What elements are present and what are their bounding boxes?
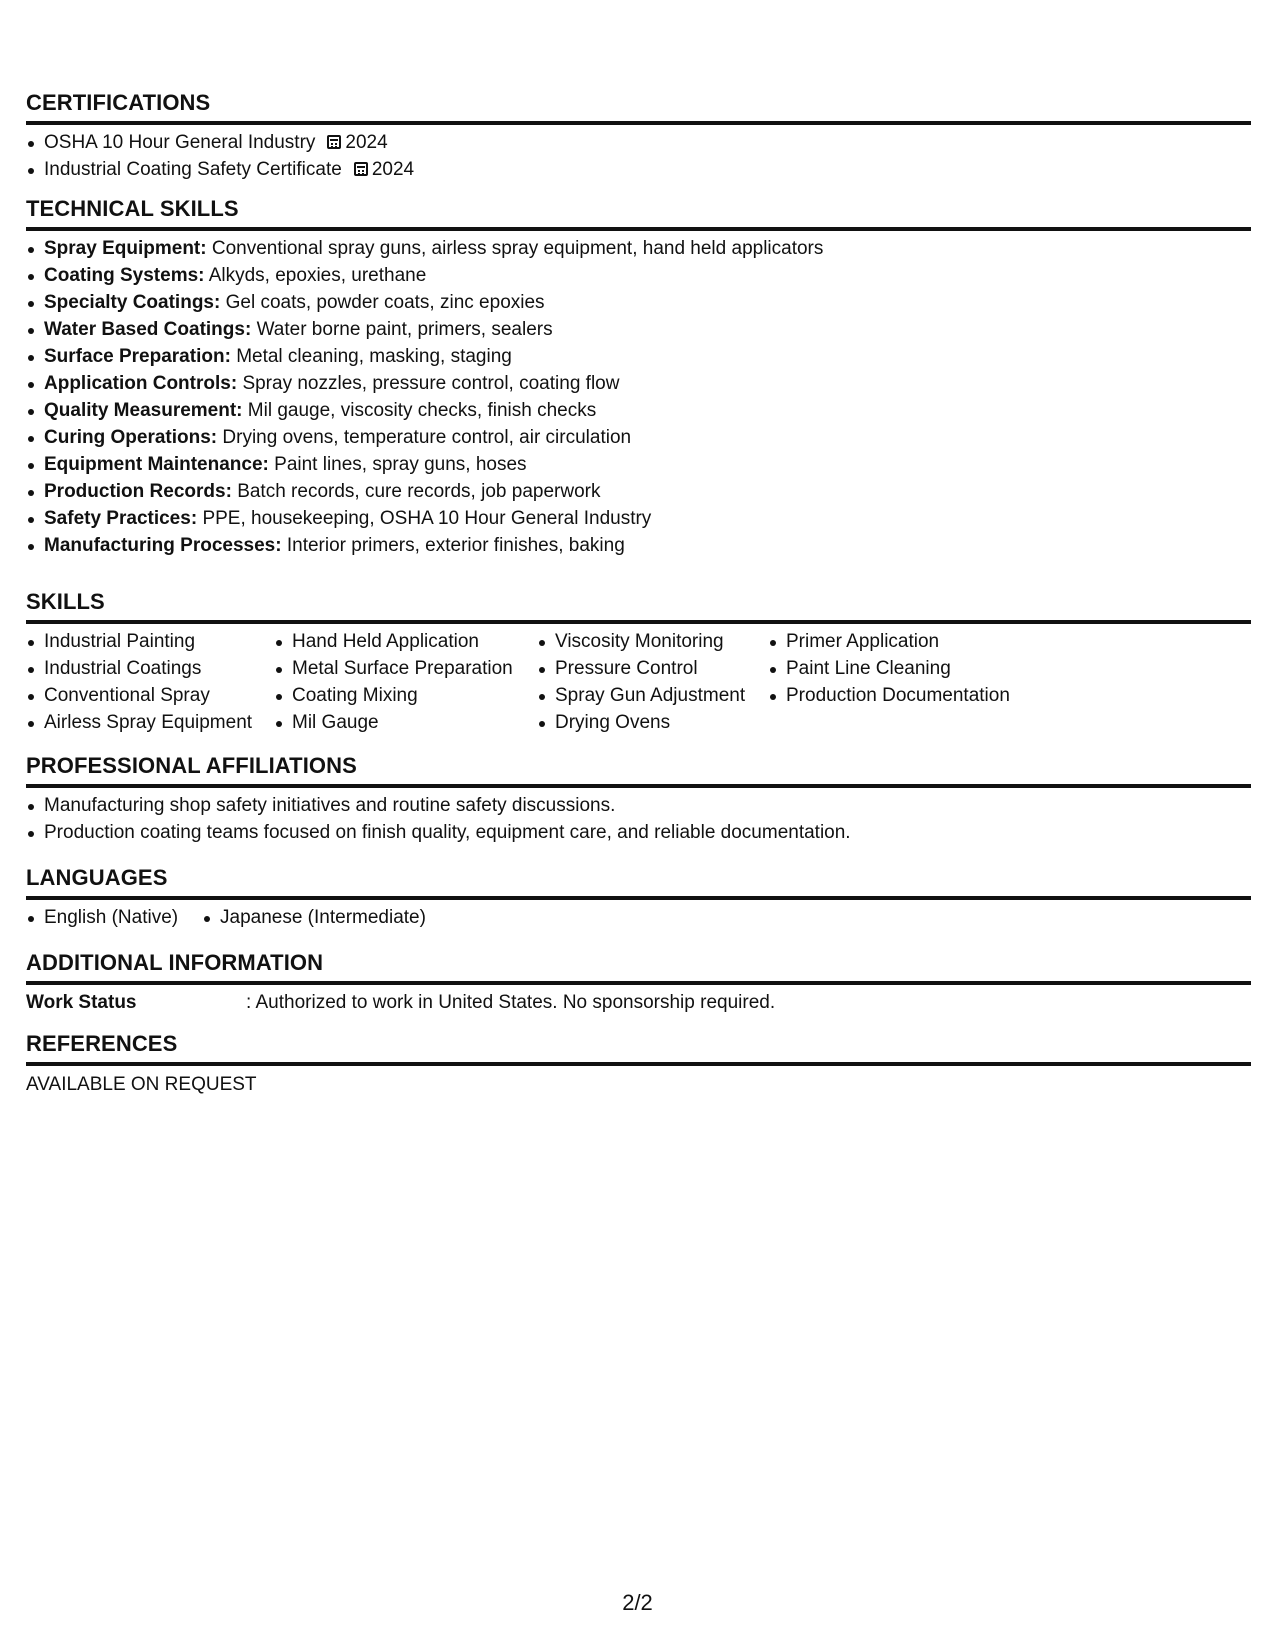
skills-columns (26, 628, 1251, 736)
list-item (26, 262, 1251, 289)
language-item: Japanese (Intermediate) (202, 904, 426, 931)
skills-column-1 (26, 628, 274, 736)
list-item (26, 316, 1251, 343)
skill-label: Curing Operations: (44, 427, 218, 448)
certification-year: 2024 (371, 159, 415, 180)
page-number: 2/2 (622, 1590, 653, 1615)
skill-label: Safety Practices: (44, 508, 198, 529)
languages-section (26, 865, 1251, 931)
skill-label: Application Controls: (44, 373, 238, 394)
list-item (26, 289, 1251, 316)
skill-text: Batch records, cure records, job paperwork (237, 481, 601, 502)
skill-text: PPE, housekeeping, OSHA 10 Hour General Industry (202, 508, 652, 529)
certification-year: 2024 (345, 132, 388, 153)
languages-column-1 (26, 904, 202, 931)
technical-skills-section (26, 196, 1251, 559)
technical-skills-list (26, 235, 1251, 559)
skill-text: Drying ovens, temperature control, air circulation (222, 427, 632, 448)
skill-text: Interior primers, exterior finishes, baking (286, 535, 625, 556)
section-heading: LANGUAGES (26, 865, 1251, 900)
skill-text: Alkyds, epoxies, urethane (208, 265, 427, 286)
skill-label: Quality Measurement: (44, 400, 243, 421)
list-item: Manufacturing shop safety initiatives and routine safety discussions. (26, 792, 1251, 819)
list-item: Production coating teams focused on finish quality, equipment care, and reliable documentation. (26, 819, 1251, 846)
skill-label: Specialty Coatings: (44, 292, 221, 313)
skills-column-4 (768, 628, 1028, 736)
affiliations-list (26, 792, 1251, 846)
list-item: Coating Mixing (274, 682, 537, 709)
list-item (26, 532, 1251, 559)
certification-name: OSHA 10 Hour General Industry (44, 132, 316, 153)
language-item: English (Native) (26, 904, 202, 931)
list-item (26, 156, 1251, 183)
list-item: Conventional Spray (26, 682, 274, 709)
list-item (26, 370, 1251, 397)
certification-name: Industrial Coating Safety Certificate (44, 159, 342, 180)
skill-text: Paint lines, spray guns, hoses (274, 454, 527, 475)
references-section (26, 1031, 1251, 1098)
skill-label: Spray Equipment: (44, 238, 207, 259)
list-item: Paint Line Cleaning (768, 655, 1028, 682)
list-item (26, 424, 1251, 451)
affiliations-section (26, 753, 1251, 846)
list-item (26, 235, 1251, 262)
skill-label: Manufacturing Processes: (44, 535, 282, 556)
list-item: Production Documentation (768, 682, 1028, 709)
skill-label: Production Records: (44, 481, 232, 502)
skill-label: Coating Systems: (44, 265, 205, 286)
skill-text: Conventional spray guns, airless spray equipment, hand held applicators (211, 238, 824, 259)
skill-text: Metal cleaning, masking, staging (236, 346, 512, 367)
certifications-list (26, 129, 1251, 183)
list-item: Airless Spray Equipment (26, 709, 274, 736)
languages-list (26, 904, 1251, 931)
section-heading: REFERENCES (26, 1031, 1251, 1066)
list-item: Primer Application (768, 628, 1028, 655)
section-heading: ADDITIONAL INFORMATION (26, 950, 1251, 985)
list-item: Spray Gun Adjustment (537, 682, 768, 709)
list-item (26, 451, 1251, 478)
languages-column-2 (202, 904, 426, 931)
list-item: Industrial Painting (26, 628, 274, 655)
list-item (26, 343, 1251, 370)
work-status-label: Work Status (26, 992, 137, 1013)
section-heading: TECHNICAL SKILLS (26, 196, 1251, 231)
skill-text: Mil gauge, viscosity checks, finish checks (247, 400, 597, 421)
calendar-icon (327, 135, 341, 149)
skill-text: Gel coats, powder coats, zinc epoxies (225, 292, 545, 313)
skills-column-3 (537, 628, 768, 736)
skills-section (26, 589, 1251, 736)
list-item: Viscosity Monitoring (537, 628, 768, 655)
list-item: Drying Ovens (537, 709, 768, 736)
work-status-value: : Authorized to work in United States. No sponsorship required. (246, 992, 776, 1013)
section-heading: PROFESSIONAL AFFILIATIONS (26, 753, 1251, 788)
section-heading: SKILLS (26, 589, 1251, 624)
skill-label: Water Based Coatings: (44, 319, 252, 340)
skill-text: Water borne paint, primers, sealers (256, 319, 553, 340)
skill-label: Equipment Maintenance: (44, 454, 269, 475)
list-item (26, 478, 1251, 505)
list-item: Pressure Control (537, 655, 768, 682)
list-item: Industrial Coatings (26, 655, 274, 682)
calendar-icon (354, 162, 368, 176)
skill-text: Spray nozzles, pressure control, coating flow (242, 373, 620, 394)
section-heading: CERTIFICATIONS (26, 90, 1251, 125)
list-item: Mil Gauge (274, 709, 537, 736)
work-status-row (26, 990, 1251, 1016)
list-item: Hand Held Application (274, 628, 537, 655)
list-item (26, 129, 1251, 156)
skill-label: Surface Preparation: (44, 346, 231, 367)
list-item (26, 505, 1251, 532)
certifications-section (26, 90, 1251, 183)
list-item (26, 397, 1251, 424)
skills-column-2 (274, 628, 537, 736)
additional-info-section (26, 950, 1251, 1016)
list-item: Metal Surface Preparation (274, 655, 537, 682)
references-text: AVAILABLE ON REQUEST (26, 1074, 257, 1095)
